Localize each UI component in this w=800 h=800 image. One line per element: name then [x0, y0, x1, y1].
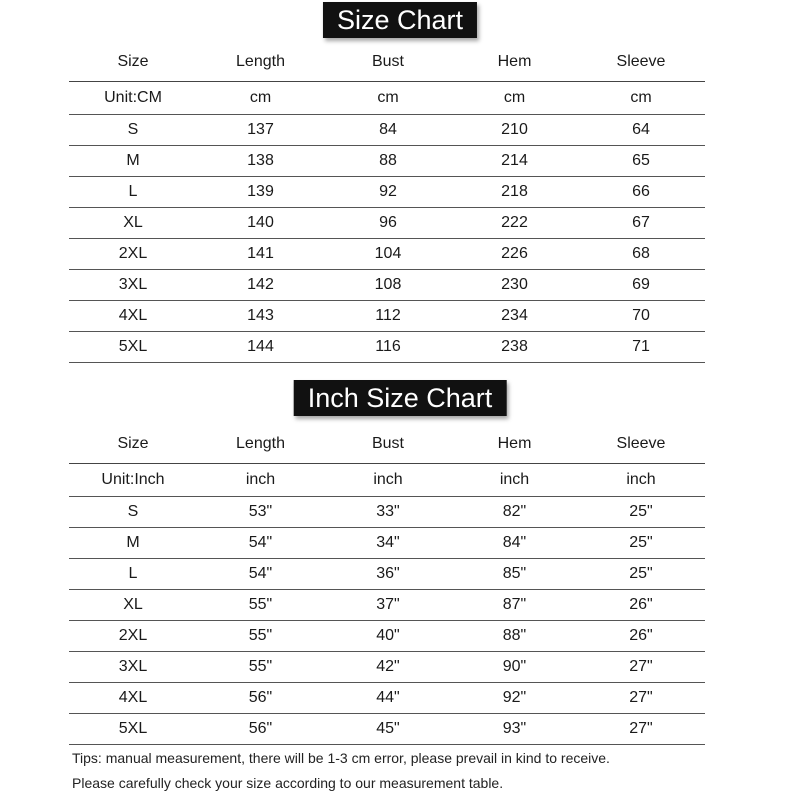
tips-text: Tips: manual measurement, there will be 1-3 cm error, please prevail in kind to receive.: [72, 750, 610, 766]
table-cell: 210: [501, 121, 528, 138]
table-cell: 88: [379, 152, 397, 169]
column-header: Bust: [371, 435, 404, 452]
table-cell: 53": [248, 503, 273, 520]
table-cell: 137: [247, 121, 274, 138]
table-row: [69, 332, 705, 363]
table-cell: 65: [632, 152, 650, 169]
table-row: [69, 714, 705, 745]
table-cell: 4XL: [118, 689, 148, 706]
table-cell: 3XL: [118, 276, 148, 293]
table-cell: 234: [501, 307, 528, 324]
unit-cell: cm: [377, 89, 399, 106]
table-cell: 3XL: [118, 658, 148, 675]
column-header: Hem: [497, 53, 532, 70]
table-row: [69, 208, 705, 239]
table-cell: 112: [375, 307, 401, 324]
table-cell: 140: [247, 214, 274, 231]
table-cell: 55": [248, 627, 273, 644]
table-cell: L: [128, 183, 138, 200]
table-cell: 226: [501, 245, 528, 262]
table-cell: XL: [123, 596, 143, 613]
unit-row: [69, 82, 705, 115]
unit-cell: cm: [503, 89, 526, 106]
table-cell: 56": [248, 720, 273, 737]
unit-row: [69, 464, 705, 497]
column-header: Size: [117, 53, 149, 70]
table-cell: 116: [375, 338, 401, 355]
table-row: [69, 177, 705, 208]
table-cell: 93": [502, 720, 527, 737]
table-cell: 44": [376, 689, 400, 706]
table-cell: XL: [123, 214, 143, 231]
table-cell: 230: [501, 276, 528, 293]
table-cell: 25": [629, 534, 653, 551]
table-cell: S: [127, 503, 139, 520]
table-cell: 26": [629, 627, 653, 644]
table-cell: 69: [632, 276, 650, 293]
table-cell: 2XL: [118, 245, 148, 262]
column-header: Hem: [497, 435, 532, 452]
table-cell: 108: [374, 276, 402, 293]
table-row: [69, 528, 705, 559]
table-cell: 56": [248, 689, 273, 706]
table-cell: 92: [379, 183, 397, 200]
table-row: [69, 497, 705, 528]
table-row: [69, 559, 705, 590]
table-cell: 27": [629, 720, 653, 737]
unit-cell: Unit:Inch: [101, 471, 165, 488]
table-cell: 70: [632, 307, 650, 324]
table-cell: 218: [501, 183, 528, 200]
table-cell: S: [127, 121, 139, 138]
table-cell: 54": [248, 534, 273, 551]
table-cell: 55": [248, 596, 273, 613]
unit-cell: inch: [626, 471, 656, 488]
table-row: [69, 652, 705, 683]
table-row: [69, 270, 705, 301]
table-cell: 84": [502, 534, 527, 551]
table-cell: 25": [629, 565, 653, 582]
table-cell: 144: [247, 338, 274, 355]
check-size-note: Please carefully check your size according to our measurement table.: [72, 775, 504, 791]
table-cell: 96: [379, 214, 397, 231]
inch-size-chart-title: Inch Size Chart: [294, 380, 507, 416]
table-cell: 82": [502, 503, 527, 520]
table-cell: 238: [501, 338, 528, 355]
table-row: [69, 239, 705, 270]
table-cell: 26": [629, 596, 653, 613]
table-cell: 54": [248, 565, 273, 582]
table-cell: 27": [629, 658, 653, 675]
table-cell: 104: [374, 245, 402, 262]
column-header: Sleeve: [616, 53, 666, 70]
table-row: [69, 621, 705, 652]
table-cell: 143: [247, 307, 274, 324]
table-cell: 5XL: [118, 338, 148, 355]
table-cell: 34": [376, 534, 400, 551]
table-cell: L: [128, 565, 138, 582]
header-row: [69, 43, 705, 82]
table-row: [69, 683, 705, 714]
inch-size-table: [69, 425, 705, 745]
unit-cell: cm: [249, 89, 272, 106]
column-header: Length: [236, 53, 285, 70]
table-cell: 139: [247, 183, 274, 200]
unit-cell: cm: [630, 89, 652, 106]
table-cell: 222: [501, 214, 528, 231]
table-row: [69, 115, 705, 146]
table-cell: 67: [632, 214, 650, 231]
column-header: Bust: [371, 53, 404, 70]
table-cell: 55": [248, 658, 273, 675]
table-cell: 138: [247, 152, 274, 169]
table-row: [69, 590, 705, 621]
table-cell: 68: [632, 245, 650, 262]
cm-size-table: [69, 43, 705, 363]
table-cell: 141: [247, 245, 274, 262]
table-cell: 84: [379, 121, 397, 138]
unit-cell: inch: [499, 471, 530, 488]
table-cell: 33": [376, 503, 400, 520]
table-cell: 214: [501, 152, 528, 169]
table-cell: 2XL: [118, 627, 148, 644]
table-cell: 37": [376, 596, 400, 613]
table-cell: 42": [376, 658, 400, 675]
header-row: [69, 425, 705, 464]
table-cell: M: [126, 534, 140, 551]
table-cell: 88": [502, 627, 527, 644]
table-cell: 92": [502, 689, 527, 706]
table-cell: 40": [376, 627, 400, 644]
table-cell: 87": [502, 596, 527, 613]
table-cell: 25": [629, 503, 653, 520]
table-row: [69, 301, 705, 332]
table-cell: 90": [502, 658, 527, 675]
table-cell: 64: [632, 121, 650, 138]
unit-cell: inch: [245, 471, 276, 488]
table-cell: 66: [632, 183, 650, 200]
column-header: Size: [117, 435, 149, 452]
table-cell: 4XL: [118, 307, 148, 324]
table-cell: 5XL: [118, 720, 148, 737]
table-row: [69, 146, 705, 177]
unit-cell: inch: [373, 471, 403, 488]
size-chart-title: Size Chart: [323, 2, 477, 38]
unit-cell: Unit:CM: [104, 89, 162, 106]
table-cell: 36": [376, 565, 400, 582]
table-cell: 27": [629, 689, 653, 706]
table-cell: 71: [632, 338, 650, 355]
table-cell: 45": [376, 720, 400, 737]
table-cell: 85": [502, 565, 527, 582]
column-header: Length: [236, 435, 285, 452]
column-header: Sleeve: [616, 435, 666, 452]
table-cell: M: [126, 152, 140, 169]
table-cell: 142: [247, 276, 274, 293]
